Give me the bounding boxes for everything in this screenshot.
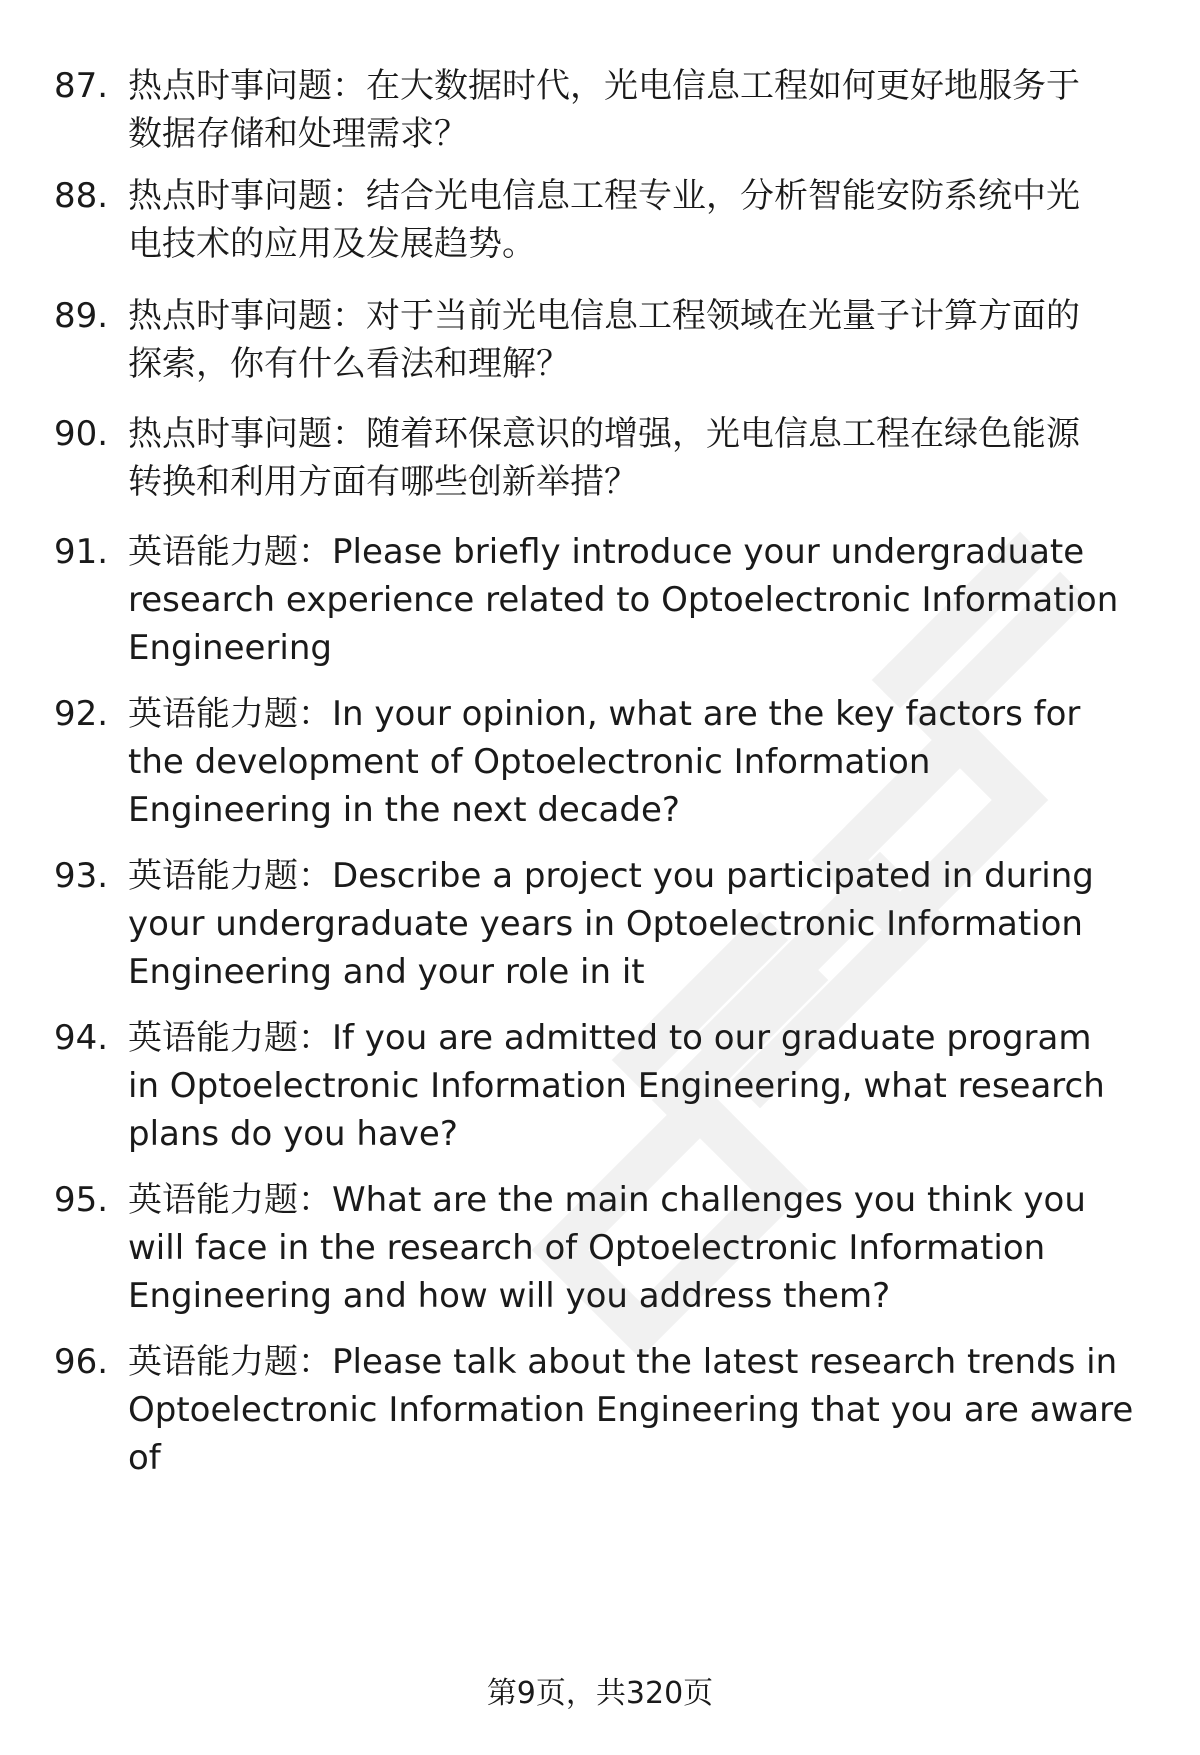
question-text: 热点时事问题：在大数据时代，光电信息工程如何更好地服务于 数据存储和处理需求？ — [128, 66, 1080, 154]
question-number: 91. — [54, 532, 109, 572]
question-text: 英语能力题：Please briefly introduce your undergraduate research experience related to Optoelectronic Information Engineering — [128, 532, 1119, 668]
question-number: 89. — [54, 296, 109, 336]
page-footer: 第9页，共320页 — [486, 1676, 714, 1711]
question-number: 95. — [54, 1180, 109, 1220]
question-number: 87. — [54, 66, 109, 106]
question-number: 96. — [54, 1342, 109, 1382]
question-text: 英语能力题：In your opinion, what are the key factors for the development of Optoelectronic Information Engineering in the next decade? — [128, 694, 1081, 830]
question-text: 热点时事问题：随着环保意识的增强，光电信息工程在绿色能源 转换和利用方面有哪些创新举措？ — [128, 414, 1080, 502]
question-number: 90. — [54, 414, 109, 454]
question-text: 英语能力题：If you are admitted to our graduate program in Optoelectronic Information Engineering, what research plans do you have? — [128, 1018, 1105, 1154]
question-text: 热点时事问题：对于当前光电信息工程领域在光量子计算方面的 探索，你有什么看法和理解？ — [128, 296, 1080, 384]
question-number: 88. — [54, 176, 109, 216]
question-number: 94. — [54, 1018, 109, 1058]
question-text: 热点时事问题：结合光电信息工程专业，分析智能安防系统中光 电技术的应用及发展趋势。 — [128, 176, 1080, 264]
question-number: 93. — [54, 856, 109, 896]
question-text: 英语能力题：Please talk about the latest research trends in Optoelectronic Information Engineering that you are aware of — [128, 1342, 1134, 1478]
question-number: 92. — [54, 694, 109, 734]
question-text: 英语能力题：What are the main challenges you think you will face in the research of Optoelectronic Information Engineering and how will you address them? — [128, 1180, 1086, 1316]
question-text: 英语能力题：Describe a project you participated in during your undergraduate years in Optoelectronic Information Engineering and your role in it — [128, 856, 1094, 992]
